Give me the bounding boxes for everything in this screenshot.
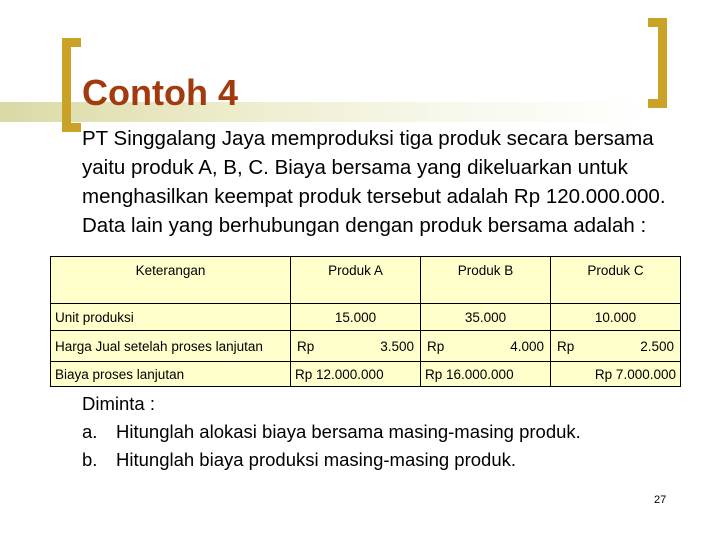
header-produk-c: Produk C — [551, 257, 681, 304]
row-label-harga-jual: Harga Jual setelah proses lanjutan — [51, 331, 291, 362]
product-data-table — [50, 256, 681, 387]
list-item — [82, 418, 682, 446]
currency-label: Rp — [427, 338, 445, 354]
row-label-unit-produksi: Unit produksi — [51, 304, 291, 331]
table-row — [51, 304, 681, 331]
list-marker: a. — [82, 421, 98, 442]
right-bracket-top-arm — [648, 18, 667, 27]
header-keterangan: Keterangan — [51, 257, 291, 304]
page-number: 27 — [654, 494, 667, 506]
list-item-text: Hitunglah biaya produksi masing-masing produk. — [116, 449, 517, 470]
cell-harga-b — [421, 331, 551, 362]
cell-unit-a: 15.000 — [291, 304, 421, 331]
currency-label: Rp — [297, 338, 315, 354]
left-bracket-bottom-arm — [62, 123, 81, 132]
right-bracket-bottom-arm — [648, 99, 667, 108]
left-bracket-vertical — [62, 38, 71, 132]
cell-unit-b: 35.000 — [421, 304, 551, 331]
table-row — [51, 331, 681, 362]
diminta-heading: Diminta : — [82, 393, 155, 414]
problem-paragraph: PT Singgalang Jaya memproduksi tiga produk secara bersama yaitu produk A, B, C. Biaya bersama yang dikeluarkan untuk menghasilkan keempat produk tersebut adalah Rp 120.000.000. Data lain yang berhubungan dengan produk bersama adalah : — [82, 127, 666, 237]
cell-biaya-c: Rp 7.000.000 — [551, 362, 681, 387]
cell-biaya-b: Rp 16.000.000 — [421, 362, 551, 387]
cell-harga-a — [291, 331, 421, 362]
diminta-section — [82, 390, 682, 474]
currency-label: Rp — [557, 338, 575, 354]
header-produk-b: Produk B — [421, 257, 551, 304]
header-produk-a: Produk A — [291, 257, 421, 304]
list-marker: b. — [82, 449, 98, 470]
left-bracket-top-arm — [62, 38, 81, 47]
table-header-row — [51, 257, 681, 304]
amount-value: 4.000 — [510, 338, 544, 354]
cell-unit-c: 10.000 — [551, 304, 681, 331]
amount-value: 2.500 — [640, 338, 674, 354]
list-item-text: Hitunglah alokasi biaya bersama masing-masing produk. — [116, 421, 581, 442]
cell-harga-c — [551, 331, 681, 362]
amount-value: 3.500 — [380, 338, 414, 354]
list-item — [82, 446, 682, 474]
table-row — [51, 362, 681, 387]
cell-biaya-a: Rp 12.000.000 — [291, 362, 421, 387]
right-bracket-vertical — [658, 18, 667, 108]
slide-title: Contoh 4 — [82, 72, 238, 113]
row-label-biaya-proses: Biaya proses lanjutan — [51, 362, 291, 387]
